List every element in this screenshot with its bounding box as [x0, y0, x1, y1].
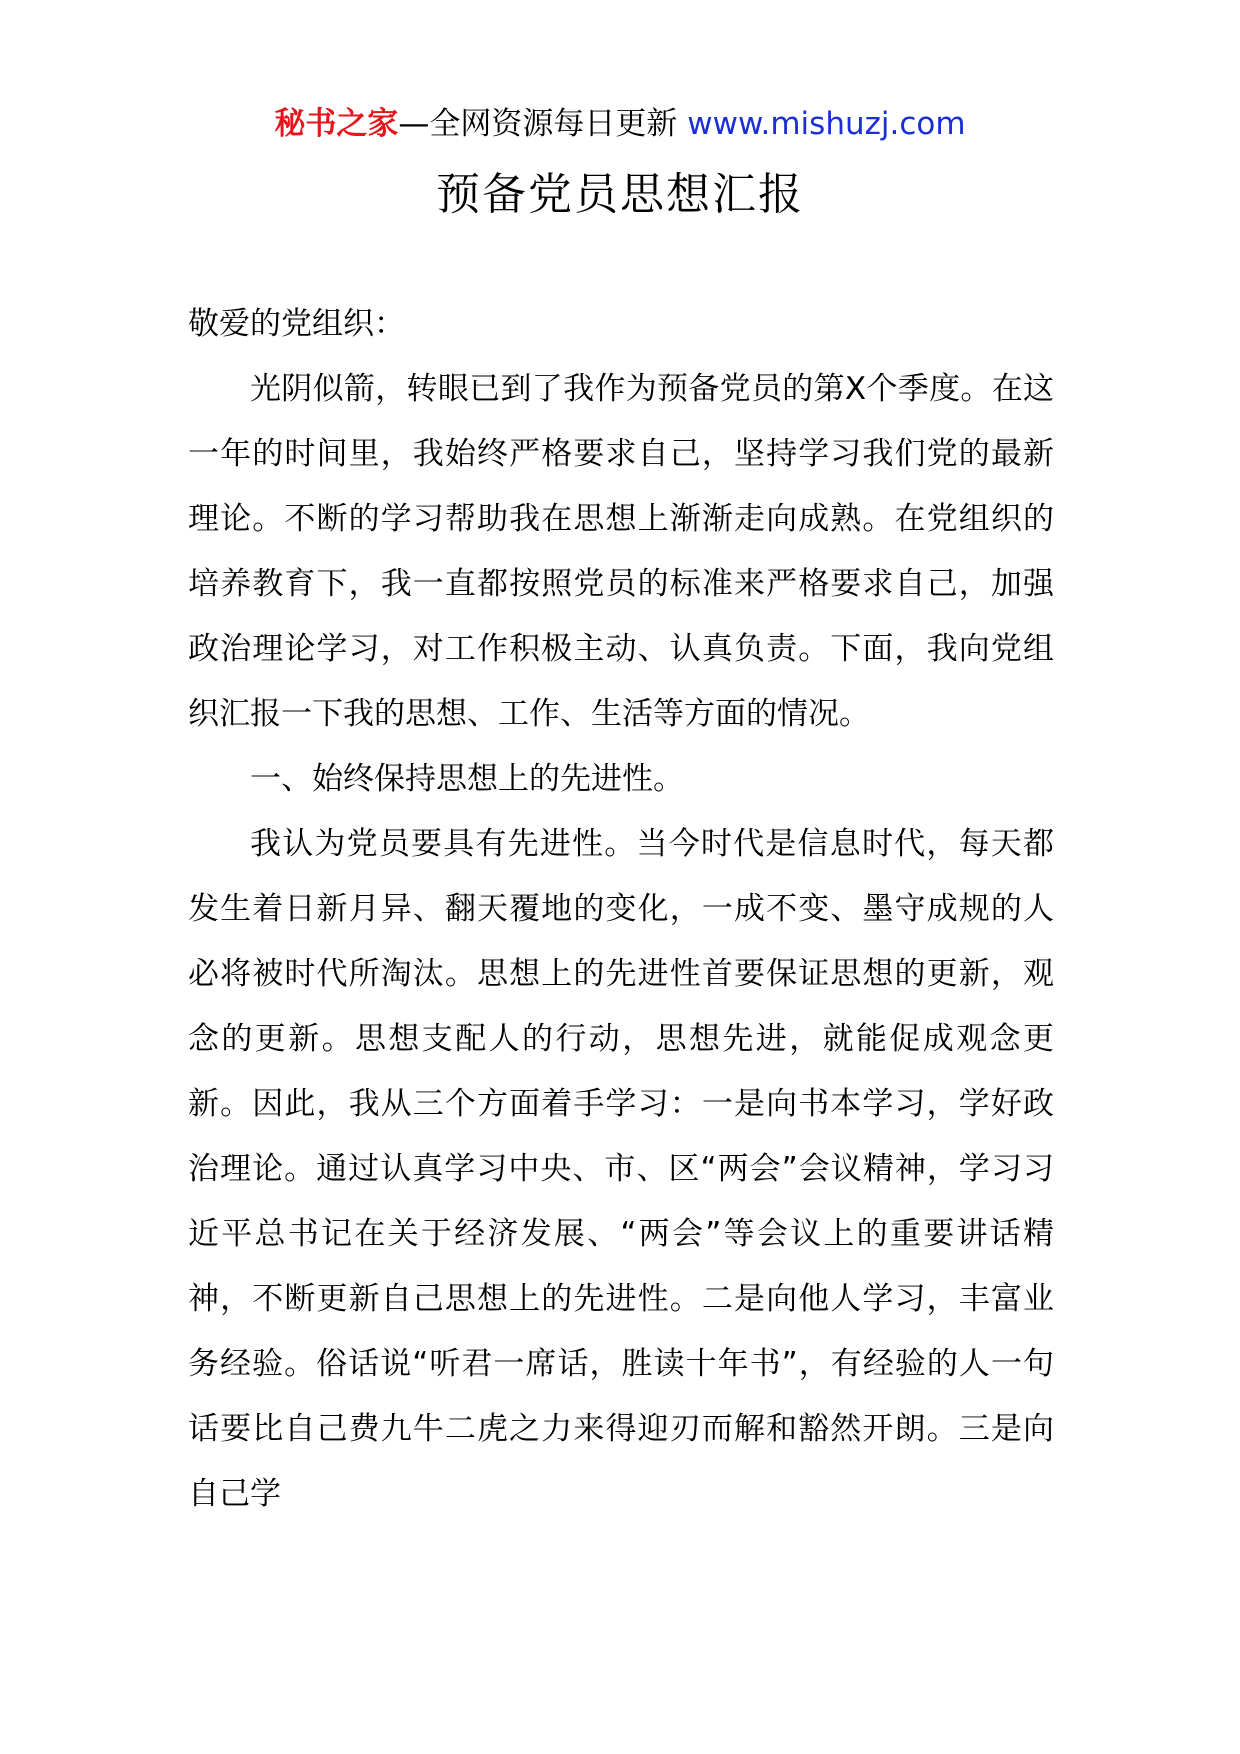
site-banner [0, 100, 1240, 148]
site-url-link[interactable]: www.mishuzj.com [687, 106, 966, 142]
site-brand-name: 秘书之家 [274, 106, 399, 142]
document-body [188, 292, 1054, 1527]
paragraph-intro: 光阴似箭，转眼已到了我作为预备党员的第X个季度。在这一年的时间里，我始终严格要求自己，坚持学习我们党的最新理论。不断的学习帮助我在思想上渐渐走向成熟。在党组织的培养教育下，我一直都按照党员的标准来严格要求自己，加强政治理论学习，对工作积极主动、认真负责。下面，我向党组织汇报一下我的思想、工作、生活等方面的情况。 [188, 371, 1054, 732]
site-slogan: —全网资源每日更新 [398, 106, 678, 142]
section-heading-1: 一、始终保持思想上的先进性。 [250, 761, 684, 797]
document-title: 预备党员思想汇报 [436, 169, 804, 220]
salutation: 敬爱的党组织： [188, 306, 405, 342]
paragraph-section-1: 我认为党员要具有先进性。当今时代是信息时代，每天都发生着日新月异、翻天覆地的变化，一成不变、墨守成规的人必将被时代所淘汰。思想上的先进性首要保证思想的更新，观念的更新。思想支配人的行动，思想先进，就能促成观念更新。因此，我从三个方面着手学习：一是向书本学习，学好政治理论。通过认真学习中央、市、区“两会”会议精神，学习习近平总书记在关于经济发展、“两会”等会议上的重要讲话精神，不断更新自己思想上的先进性。二是向他人学习，丰富业务经验。俗话说“听君一席话，胜读十年书”，有经验的人一句话要比自己费九牛二虎之力来得迎刃而解和豁然开朗。三是向自己学 [188, 826, 1054, 1512]
